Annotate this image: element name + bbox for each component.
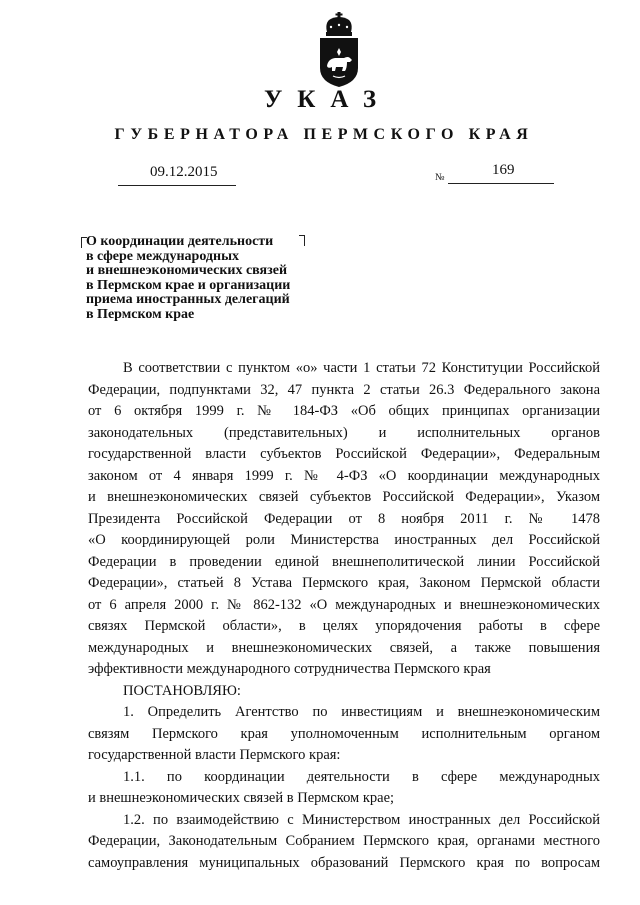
- body-line: эффективности международного сотрудничества Пермского края: [88, 661, 491, 677]
- body-line: «О координирующей роли Министерства иностранных дел Российской: [88, 532, 600, 548]
- body-line: и внешнеэкономических связей субъектов Российской Федерации», Указом: [88, 489, 600, 505]
- coat-of-arms-emblem: [317, 12, 361, 88]
- crown-icon: [326, 12, 352, 36]
- number-underline: [448, 183, 554, 184]
- body-line: Президента Российской Федерации от 8 ноября 2011 г. № 1478: [88, 510, 600, 527]
- subject-line: в Пермском крае и организации: [86, 277, 291, 293]
- body-line: связям Пермского края уполномоченным исполнительным органом: [88, 725, 600, 742]
- body-line: государственной власти Пермского края:: [88, 747, 341, 763]
- subject-line: О координации деятельности: [86, 234, 274, 249]
- body-line: 1.2. по взаимодействию с Министерством иностранных дел Российской: [123, 811, 600, 828]
- body-line: международных и внешнеэкономических связей, а также повышения: [88, 639, 600, 656]
- body-line: и внешнеэкономических связей в Пермском крае;: [88, 790, 395, 806]
- body-line: В соответствии с пунктом «о» части 1 статьи 72 Конституции Российской: [123, 360, 600, 376]
- body-line: от 6 октября 1999 г. № 184-ФЗ «Об общих принципах организации: [88, 403, 600, 419]
- body-line: государственной власти субъектов Российской Федерации», Федеральным: [88, 446, 600, 462]
- body-line: ПОСТАНОВЛЯЮ:: [123, 682, 241, 699]
- date-underline: [118, 185, 236, 186]
- body-line: от 6 апреля 2000 г. № 862-132 «О международных и внешнеэкономических: [88, 596, 600, 613]
- number-label: №: [435, 172, 445, 183]
- body-line: законом от 4 января 1999 г. № 4-ФЗ «О координации международных: [88, 467, 600, 484]
- body-line: Федерации, подпунктами 32, 47 пункта 2 статьи 26.3 Федерального закона: [88, 381, 600, 398]
- body-line: связях Пермской области», в целях упорядочения работы в сфере: [88, 618, 600, 634]
- issuer-title: ГУБЕРНАТОРА ПЕРМСКОГО КРАЯ: [114, 126, 534, 143]
- body-line: Федерации, Законодательным Собранием Пермского края, органами местного: [88, 833, 600, 849]
- body-line: Федерации в проведении единой внешнеполитической линии Российской: [88, 553, 600, 570]
- decree-number: 169: [492, 162, 515, 178]
- body-line: законодательных (представительных) и исполнительных органов: [88, 424, 600, 441]
- subject-line: и внешнеэкономических связей: [86, 263, 288, 278]
- subject-line: в сфере международных: [86, 248, 240, 264]
- decree-date: 09.12.2015: [150, 164, 218, 180]
- body-line: самоуправления муниципальных образований Пермского края по вопросам: [88, 854, 600, 871]
- decree-body: [88, 358, 600, 874]
- body-line: Федерации», статьей 8 Устава Пермского края, Законом Пермской области: [88, 575, 600, 591]
- subject-line: в Пермском крае: [86, 306, 195, 322]
- decree-subject: [86, 235, 316, 322]
- subject-line: приема иностранных делегаций: [86, 292, 290, 307]
- body-line: 1.1. по координации деятельности в сфере международных: [123, 768, 600, 785]
- document-type-title: УКАЗ: [263, 86, 392, 113]
- body-line: 1. Определить Агентство по инвестициям и внешнеэкономическим: [123, 704, 600, 720]
